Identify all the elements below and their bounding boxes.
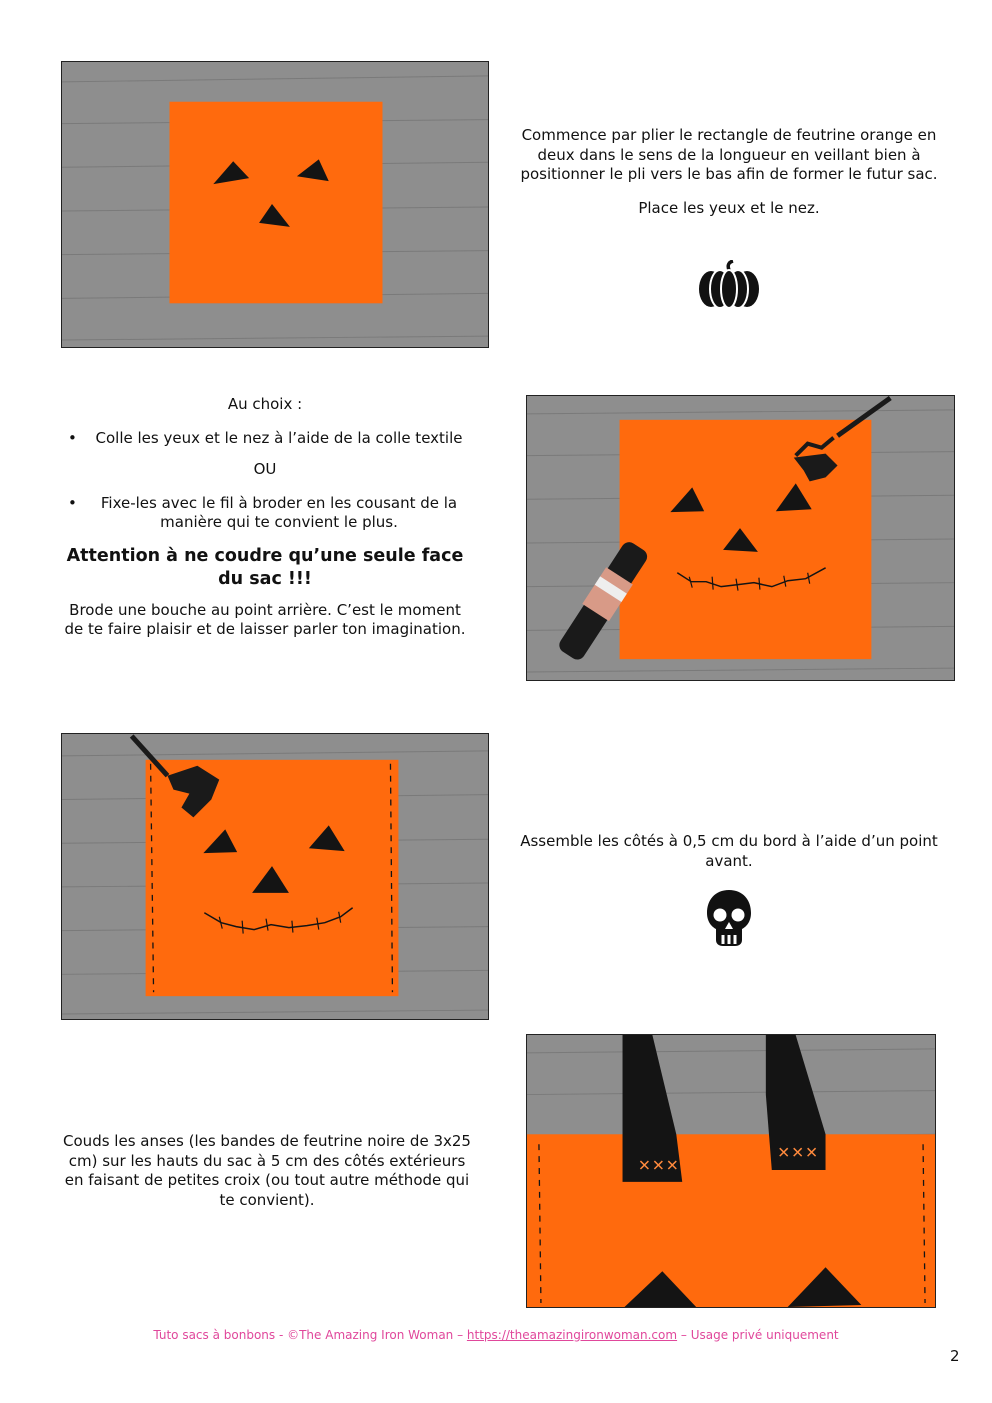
step4-text [62, 1132, 472, 1224]
choice-option-sew: • Fixe-les avec le fil à broder en les cousant de la manière qui te convient le plus. [60, 494, 470, 533]
step3-instruction: Assemble les côtés à 0,5 cm du bord à l’aide d’un point avant. [520, 832, 938, 870]
choice-option-glue: • Colle les yeux et le nez à l’aide de la colle textile [60, 429, 470, 449]
photo-handles-sewn [526, 1034, 936, 1308]
step1-text [520, 126, 938, 232]
step2-text [60, 395, 470, 654]
footer-website-link[interactable]: https://theamazingironwoman.com [466, 1328, 678, 1342]
warning-text: Attention à ne coudre qu’une seule face du sac !!! [66, 545, 464, 589]
pumpkin-icon [698, 260, 760, 310]
step3-text [520, 832, 938, 885]
footer [0, 1328, 992, 1342]
footer-usage: – Usage privé uniquement [677, 1328, 839, 1342]
photo-felt-eyes-nose [61, 61, 489, 348]
step1-instruction-eyes: Place les yeux et le nez. [638, 198, 820, 217]
skull-icon [704, 888, 754, 948]
photo-embroidered-mouth [526, 395, 955, 681]
choice-intro: Au choix : [227, 395, 303, 413]
choice-list [60, 429, 470, 449]
choice-or: OU [253, 460, 277, 478]
choice-list-2 [60, 494, 470, 533]
page-number: 2 [950, 1347, 960, 1365]
step1-instruction: Commence par plier le rectangle de feutrine orange en deux dans le sens de la longueur en veillant bien à positionner le pli vers le bas afin de former le futur sac. [520, 126, 938, 183]
footer-copyright: Tuto sacs à bonbons - ©The Amazing Iron Woman – [153, 1328, 467, 1342]
step4-instruction: Couds les anses (les bandes de feutrine noire de 3x25 cm) sur les hauts du sac à 5 cm des côtés extérieurs en faisant de petites croix (ou tout autre méthode qui te convient). [63, 1132, 471, 1209]
step2-instruction: Brode une bouche au point arrière. C’est le moment de te faire plaisir et de laisser parler ton imagination. [64, 600, 466, 638]
photo-sides-assembled [61, 733, 489, 1020]
